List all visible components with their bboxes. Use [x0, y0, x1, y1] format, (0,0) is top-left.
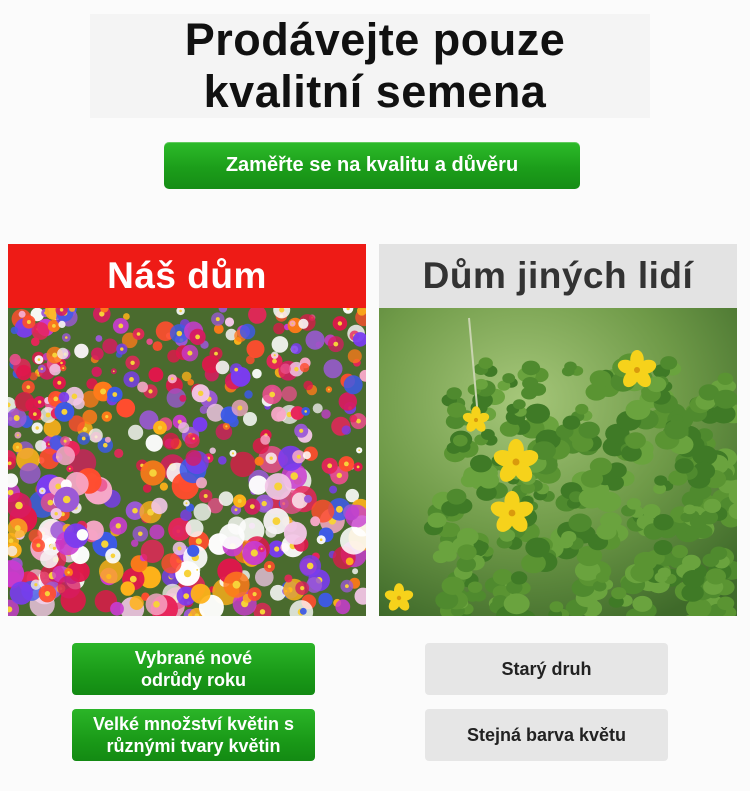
field-flower-center [183, 593, 189, 599]
field-flower-center [300, 586, 304, 590]
clover-leaf [438, 541, 454, 554]
field-flower [310, 516, 320, 526]
field-flower [329, 486, 337, 494]
field-flower-center [358, 449, 360, 451]
field-flower-center [36, 426, 39, 429]
field-flower [244, 390, 252, 398]
field-flower-center [120, 347, 123, 350]
field-flower-center [52, 353, 57, 358]
field-flower [344, 375, 363, 394]
sorrel-center [513, 459, 520, 466]
clover-leaf [453, 435, 468, 447]
field-flower [146, 339, 152, 345]
field-flower [240, 324, 255, 339]
title-line-1: Prodávejte pouze [184, 14, 566, 65]
field-flower-center [72, 394, 78, 400]
field-flower [96, 335, 103, 342]
field-flower [194, 503, 212, 521]
field-flower [146, 435, 163, 452]
sorrel-center [474, 418, 478, 422]
field-flower [196, 477, 207, 488]
field-flower-center [38, 400, 42, 404]
field-flower [178, 422, 189, 433]
field-flower [247, 340, 265, 358]
field-flower-center [251, 549, 258, 556]
field-flower-center [178, 547, 182, 551]
field-flower [91, 348, 104, 361]
other-house-heading-text: Dům jiných lidí [422, 255, 694, 296]
field-flower [143, 484, 152, 493]
field-flower-center [53, 397, 58, 402]
clover-leaf [634, 552, 657, 571]
field-flower-center [177, 331, 183, 337]
clover-leaf [682, 570, 704, 588]
field-flower [179, 395, 186, 402]
clover-leaf [658, 568, 671, 578]
field-flower [304, 495, 312, 503]
clover-leaf [672, 545, 688, 558]
field-flower-center [14, 415, 20, 421]
field-flower-center [17, 434, 19, 436]
field-flower-center [198, 391, 203, 396]
field-flower-center [41, 368, 44, 371]
clover-leaf [564, 362, 577, 372]
clover-leaf [470, 455, 492, 473]
field-flower [162, 433, 179, 450]
field-flower [291, 343, 302, 354]
field-flower-center [129, 377, 134, 382]
field-flower-center [82, 437, 86, 441]
field-flower-center [16, 446, 19, 449]
field-flower-center [184, 570, 191, 577]
clover-leaf [525, 404, 550, 424]
clover-leaf [504, 593, 530, 614]
field-flower [10, 354, 21, 365]
field-flower-center [274, 546, 279, 551]
field-flower [349, 415, 357, 423]
field-flower-center [235, 508, 238, 511]
field-flower [219, 491, 234, 506]
field-flower-center [274, 354, 276, 356]
field-flower-center [48, 500, 54, 506]
field-flower-center [33, 412, 37, 416]
field-flower-center [238, 499, 242, 503]
field-flower-center [132, 508, 138, 514]
feature-old-variety-text: Starý druh [501, 659, 592, 679]
clover-leaf [717, 597, 734, 611]
field-flower-center [307, 563, 314, 570]
field-flower [339, 392, 357, 410]
field-flower-center [274, 483, 282, 491]
field-flower-center [118, 324, 123, 329]
field-flower [116, 399, 135, 418]
field-flower-center [45, 591, 50, 596]
field-flower-center [260, 609, 265, 614]
field-flower [282, 386, 297, 401]
field-flower-center [196, 569, 198, 571]
field-flower-center [261, 548, 263, 550]
field-flower [187, 379, 194, 386]
field-flower [303, 381, 313, 391]
field-flower [324, 359, 343, 378]
clover-leaf [664, 420, 688, 439]
field-flower-center [62, 367, 64, 369]
tagline-banner [164, 142, 580, 189]
field-flower-center [69, 468, 71, 470]
clover-leaf [625, 432, 646, 449]
field-flower-center [290, 472, 298, 480]
field-flower-center [46, 413, 51, 418]
feature-same-color [425, 709, 668, 761]
field-flower-center [179, 310, 182, 313]
field-flower-center [270, 457, 273, 460]
tagline-text: Zaměřte se na kvalitu a důvěru [225, 154, 519, 176]
title-line-2: kvalitní semena [203, 66, 547, 117]
clover-leaf [627, 498, 641, 510]
clover-leaf [442, 577, 465, 595]
field-flower [186, 450, 202, 466]
field-flower [149, 367, 164, 382]
field-flower [318, 593, 332, 607]
field-flower-center [187, 351, 192, 356]
field-flower-center [130, 576, 137, 583]
field-flower [352, 568, 358, 574]
field-flower-center [60, 362, 63, 365]
field-flower-center [138, 532, 143, 537]
clover-leaf [522, 361, 540, 376]
field-flower [73, 398, 85, 410]
field-flower [193, 417, 208, 432]
field-flower [16, 365, 31, 380]
our-house-heading [8, 244, 366, 308]
field-flower [298, 319, 308, 329]
field-flower-center [268, 565, 271, 568]
clover-leaf [479, 357, 493, 369]
field-flower [10, 582, 33, 605]
field-flower [102, 339, 117, 354]
field-flower-center [216, 317, 220, 321]
feature-many-flower-shapes-line-2: různými tvary květin [106, 736, 281, 756]
field-flower [260, 435, 270, 445]
field-flower-center [304, 410, 307, 413]
field-flower-center [130, 361, 134, 365]
field-flower-center [262, 501, 267, 506]
field-flower [89, 428, 103, 442]
field-flower-center [328, 389, 330, 391]
page-title [0, 14, 750, 118]
field-flower [321, 409, 330, 418]
field-flower [77, 529, 88, 540]
field-flower-center [113, 370, 115, 372]
field-flower [252, 369, 262, 379]
clover-leaf [427, 513, 446, 528]
sorrel-center [509, 510, 516, 517]
field-flower-center [116, 523, 121, 528]
field-flower [191, 584, 211, 604]
field-flower-center [357, 466, 360, 469]
field-flower-center [15, 502, 23, 510]
yellow-wood-sorrel-photo [379, 308, 737, 616]
field-flower-center [327, 463, 332, 468]
clover-leaf [550, 601, 564, 612]
clover-leaf [457, 544, 476, 560]
clover-leaf [626, 400, 651, 420]
clover-leaf [513, 399, 526, 409]
field-flower-center [272, 359, 277, 364]
feature-many-flower-shapes-line-1: Velké množství květin s [92, 714, 295, 734]
field-flower-center [337, 473, 342, 478]
field-flower-center [57, 381, 61, 385]
feature-new-varieties [72, 643, 315, 695]
field-flower [74, 344, 88, 358]
field-flower [161, 553, 181, 573]
field-flower-center [344, 462, 349, 467]
feature-same-color-text: Stejná barva květu [466, 725, 627, 745]
other-house-heading [379, 244, 737, 308]
field-flower [272, 336, 289, 353]
field-flower-center [52, 324, 56, 328]
field-flower-center [171, 377, 174, 380]
field-flower [284, 522, 307, 545]
field-flower [210, 448, 216, 454]
mixed-flower-field-photo [8, 308, 366, 616]
field-flower-center [297, 455, 301, 459]
sorrel-center [397, 596, 401, 600]
feature-new-varieties-line-1: Vybrané nové [134, 648, 253, 668]
field-flower-center [153, 601, 160, 608]
field-flower [59, 392, 70, 403]
field-flower-center [15, 525, 21, 531]
field-flower [273, 323, 285, 335]
field-flower-center [320, 538, 323, 541]
clover-leaf [561, 531, 576, 543]
field-flower-center [195, 335, 200, 340]
field-flower-center [48, 443, 50, 445]
field-flower-center [273, 517, 281, 525]
field-flower [128, 425, 143, 440]
field-flower [306, 577, 322, 593]
clover-leaf [590, 370, 612, 387]
field-flower-center [36, 543, 40, 547]
field-flower [19, 311, 26, 318]
clover-leaf [511, 571, 527, 584]
field-flower [105, 437, 111, 443]
clover-leaf [632, 596, 652, 612]
clover-leaf [447, 489, 467, 505]
field-flower [56, 446, 75, 465]
field-flower-center [34, 583, 37, 586]
field-flower [335, 599, 350, 614]
field-flower [149, 525, 164, 540]
field-flower [187, 545, 199, 557]
feature-new-varieties-line-2: odrůdy roku [140, 670, 246, 690]
field-flower-center [250, 504, 255, 509]
field-flower-center [149, 469, 157, 477]
field-flower-center [237, 406, 242, 411]
field-flower [141, 540, 164, 563]
field-flower [58, 321, 65, 328]
field-flower [280, 364, 291, 375]
field-flower-center [111, 554, 116, 559]
field-flower-center [53, 547, 56, 550]
field-flower [49, 364, 61, 376]
field-flower [151, 498, 167, 514]
field-flower [92, 367, 102, 377]
clover-leaf [568, 514, 591, 533]
field-flower-center [38, 358, 41, 361]
field-flower-center [333, 342, 338, 347]
field-flower-center [299, 429, 303, 433]
field-flower-center [112, 392, 117, 397]
field-flower-center [60, 308, 64, 312]
clover-leaf [590, 458, 612, 476]
field-flower [306, 331, 325, 350]
feature-many-flower-shapes [72, 709, 315, 761]
our-house-heading-text: Náš dům [107, 255, 267, 296]
clover-leaf [675, 458, 694, 473]
field-flower-center [225, 425, 227, 427]
field-flower [15, 392, 35, 412]
clover-leaf [596, 572, 610, 583]
clover-leaf [522, 377, 538, 390]
field-flower-center [345, 584, 349, 588]
field-flower-center [148, 389, 152, 393]
field-flower [216, 361, 230, 375]
field-flower-center [65, 336, 68, 339]
field-flower-center [101, 540, 108, 547]
clover-leaf [684, 505, 696, 515]
clover-leaf [468, 582, 482, 593]
sorrel-center [634, 367, 640, 373]
field-flower [300, 363, 309, 372]
field-flower-center [27, 320, 31, 324]
clover-leaf [660, 356, 677, 370]
field-flower-center [196, 538, 202, 544]
field-flower-center [158, 426, 162, 430]
field-flower-center [63, 496, 71, 504]
clover-leaf [596, 524, 616, 540]
field-flower [255, 457, 264, 466]
field-flower-center [338, 321, 342, 325]
field-flower-center [292, 323, 294, 325]
field-flower [186, 519, 204, 537]
field-flower-center [41, 490, 43, 492]
clover-leaf [710, 547, 727, 560]
field-flower-center [103, 443, 108, 448]
field-flower-center [55, 484, 61, 490]
field-flower-center [61, 409, 67, 415]
field-flower-center [67, 571, 70, 574]
field-flower-center [336, 506, 343, 513]
field-flower [342, 425, 351, 434]
field-flower-center [137, 332, 141, 336]
field-flower [284, 575, 292, 583]
field-flower-center [232, 452, 234, 454]
field-flower-center [204, 494, 208, 498]
field-flower [121, 581, 135, 595]
clover-leaf [502, 373, 515, 383]
clover-leaf [579, 422, 600, 439]
field-flower [58, 576, 81, 599]
field-flower [225, 317, 234, 326]
field-flower-center [26, 385, 30, 389]
clover-leaf [525, 538, 550, 558]
field-flower-center [100, 389, 106, 395]
field-flower [57, 348, 68, 359]
field-flower-center [269, 392, 275, 398]
clover-leaf [457, 528, 479, 545]
field-flower [218, 456, 227, 465]
clover-leaf [563, 416, 581, 430]
clover-leaf [447, 387, 462, 399]
field-flower [11, 327, 18, 334]
field-flower [110, 602, 124, 616]
feature-old-variety [425, 643, 668, 695]
clover-leaf [611, 587, 626, 599]
field-flower-center [186, 502, 188, 504]
field-flower-center [253, 592, 257, 596]
field-flower-center [105, 415, 108, 418]
field-flower-center [214, 352, 218, 356]
field-flower [153, 341, 163, 351]
field-flower [114, 449, 123, 458]
field-flower [131, 540, 138, 547]
field-flower [313, 403, 323, 413]
field-flower [160, 483, 168, 491]
field-flower-center [55, 512, 58, 515]
clover-leaf [653, 514, 673, 530]
field-flower-center [64, 440, 67, 443]
field-flower [348, 349, 362, 363]
field-flower [346, 558, 354, 566]
clover-leaf [575, 404, 588, 415]
clover-leaf [654, 540, 673, 555]
field-flower-center [233, 581, 241, 589]
field-flower [137, 382, 148, 393]
field-flower-center [234, 368, 238, 372]
field-flower [228, 517, 246, 535]
clover-leaf [718, 373, 734, 385]
field-flower [20, 463, 41, 484]
field-flower-center [193, 437, 195, 439]
clover-leaf [682, 555, 701, 570]
clover-leaf [706, 568, 726, 584]
clover-leaf [704, 499, 722, 513]
field-flower-center [294, 367, 298, 371]
field-flower [271, 407, 286, 422]
field-flower [300, 608, 307, 615]
clover-leaf [714, 390, 737, 409]
field-flower [303, 451, 311, 459]
clover-leaf [654, 475, 667, 485]
